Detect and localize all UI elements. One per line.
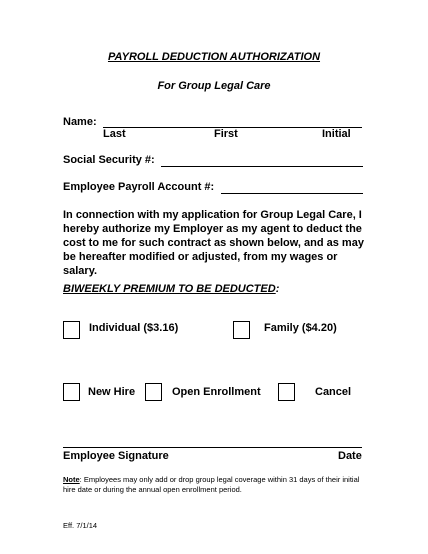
premium-heading	[63, 283, 279, 295]
family-option-label: Family ($4.20)	[264, 322, 337, 334]
signature-label: Employee Signature	[63, 450, 169, 462]
signature-line[interactable]	[63, 447, 362, 448]
account-label: Employee Payroll Account #:	[63, 181, 215, 193]
name-sub-initial: Initial	[322, 128, 351, 140]
name-label: Name:	[63, 116, 97, 128]
individual-checkbox[interactable]	[63, 321, 80, 339]
cancel-label: Cancel	[315, 386, 352, 398]
new-hire-label: New Hire	[88, 386, 136, 398]
note-lead: Note	[63, 475, 80, 484]
name-sub-last: Last	[103, 128, 126, 140]
new-hire-checkbox[interactable]	[63, 383, 80, 401]
ssn-label: Social Security #:	[63, 154, 155, 166]
cancel-checkbox[interactable]	[278, 383, 295, 401]
name-sub-first: First	[214, 128, 238, 140]
authorization-text: In connection with my application for Group Legal Care, I hereby authorize my Employer as my agent to deduct the cost to me for such contract as shown below, and as may be hereafter modified or adjusted, from my wages or salary.	[63, 209, 364, 277]
open-enrollment-checkbox[interactable]	[145, 383, 162, 401]
enrollment-note	[63, 475, 373, 495]
premium-heading-suffix: :	[275, 283, 280, 295]
form-title: PAYROLL DEDUCTION AUTHORIZATION	[107, 51, 321, 63]
account-field-line[interactable]	[221, 193, 363, 194]
family-checkbox[interactable]	[233, 321, 250, 339]
open-enrollment-label: Open Enrollment	[172, 386, 261, 398]
individual-option-label: Individual ($3.16)	[89, 322, 179, 334]
premium-heading-text: BIWEEKLY PREMIUM TO BE DEDUCTED	[63, 283, 276, 295]
form-subtitle: For Group Legal Care	[157, 80, 271, 92]
note-text: : Employees may only add or drop group legal coverage within 31 days of their initial hire date or during the annual open enrollment period.	[63, 475, 360, 494]
date-label: Date	[338, 450, 362, 462]
effective-date: Eff. 7/1/14	[63, 521, 98, 530]
ssn-field-line[interactable]	[161, 166, 363, 167]
